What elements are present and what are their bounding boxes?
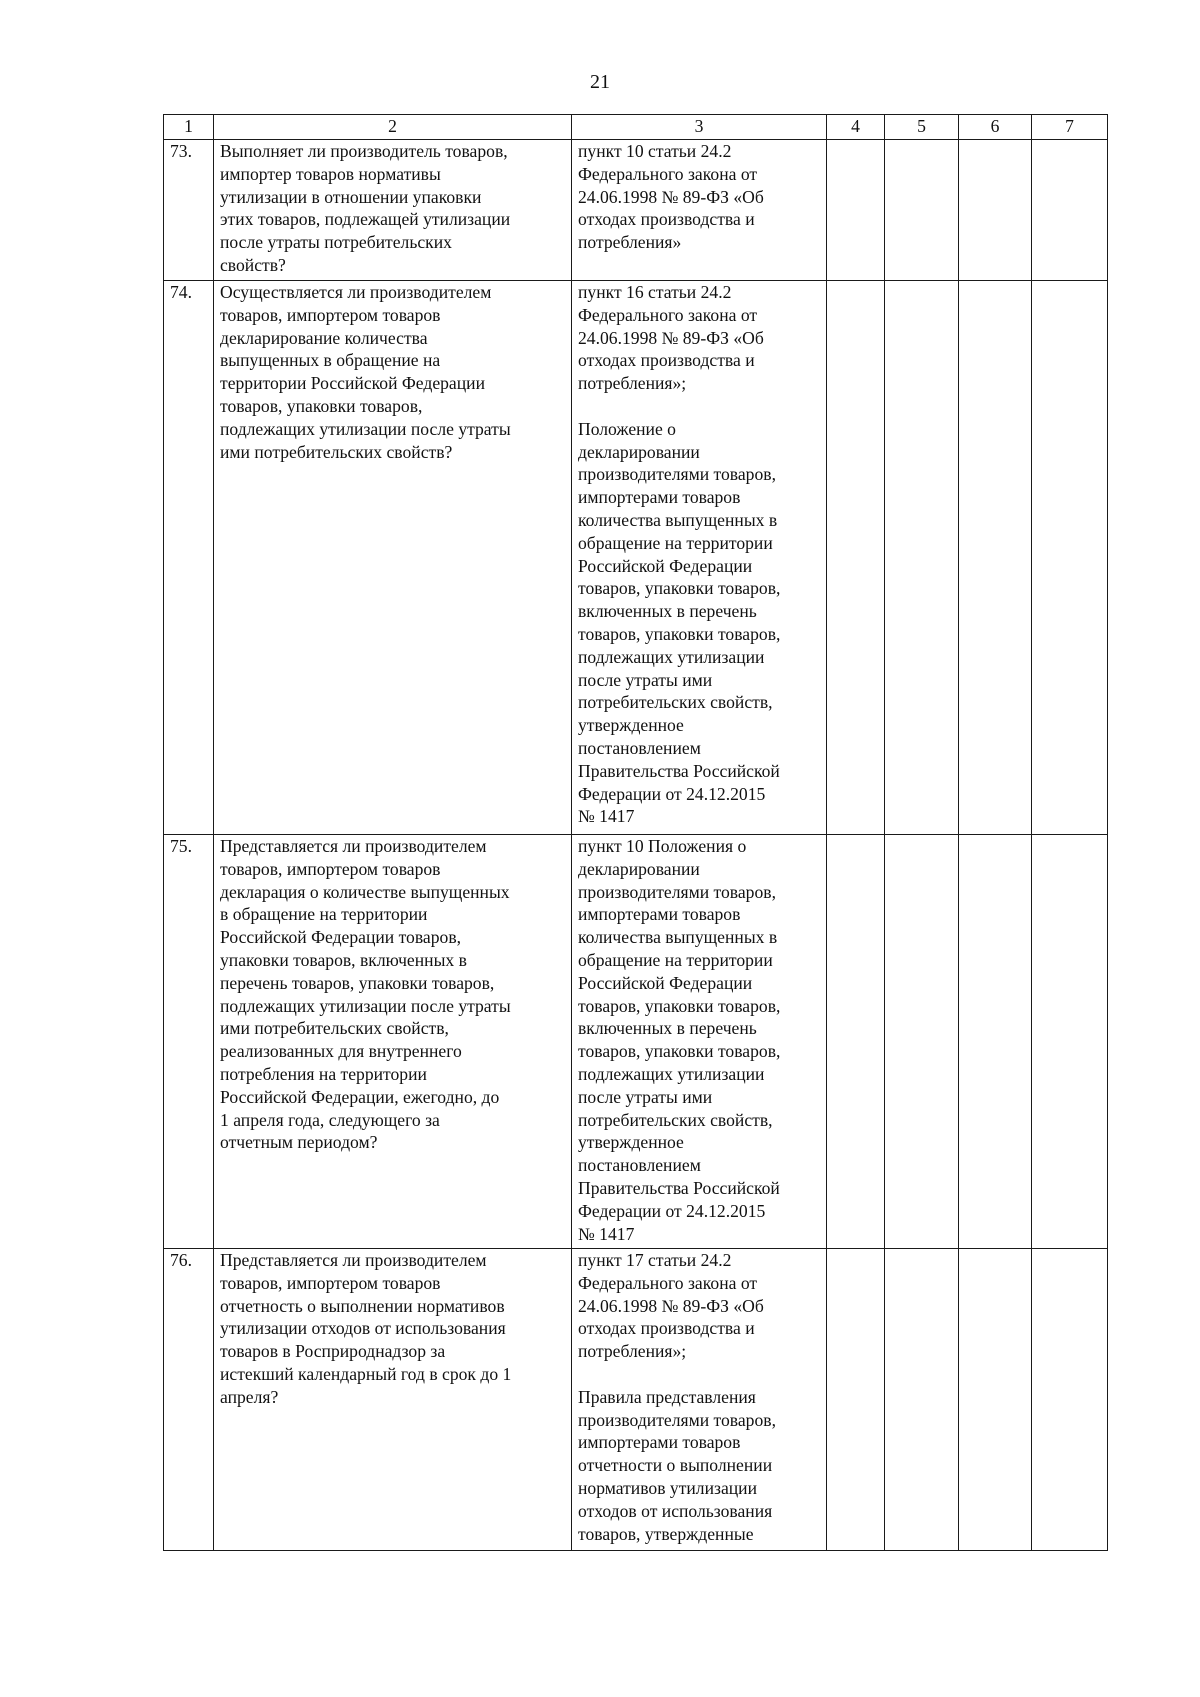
column-header-2: 2 bbox=[214, 115, 572, 140]
table-row bbox=[164, 1249, 1108, 1551]
answer-cell-not-applicable[interactable] bbox=[959, 281, 1032, 835]
note-cell[interactable] bbox=[1032, 835, 1108, 1249]
question-text: Выполняет ли производитель товаров, импортер товаров нормативы утилизации в отношении упаковки этих товаров, подлежащей утилизации после утраты потребительских свойств? bbox=[214, 140, 572, 281]
note-cell[interactable] bbox=[1032, 281, 1108, 835]
question-text: Представляется ли производителем товаров, импортером товаров отчетность о выполнении нормативов утилизации отходов от использования товаров в Росприроднадзор за истекший календарный год в срок до 1 апреля? bbox=[214, 1249, 572, 1551]
checklist-table bbox=[163, 114, 1108, 1551]
answer-cell-yes[interactable] bbox=[827, 281, 885, 835]
answer-cell-not-applicable[interactable] bbox=[959, 835, 1032, 1249]
column-header-5: 5 bbox=[885, 115, 959, 140]
row-number: 73. bbox=[164, 140, 214, 281]
table-header bbox=[164, 115, 1108, 140]
answer-cell-no[interactable] bbox=[885, 281, 959, 835]
question-text: Осуществляется ли производителем товаров, импортером товаров декларирование количества выпущенных в обращение на территории Российской Федерации товаров, упаковки товаров, подлежащих утилизации после утраты ими потребительских свойств? bbox=[214, 281, 572, 835]
column-header-3: 3 bbox=[572, 115, 827, 140]
row-number: 75. bbox=[164, 835, 214, 1249]
table-row bbox=[164, 281, 1108, 835]
note-cell[interactable] bbox=[1032, 140, 1108, 281]
answer-cell-yes[interactable] bbox=[827, 835, 885, 1249]
answer-cell-not-applicable[interactable] bbox=[959, 140, 1032, 281]
answer-cell-not-applicable[interactable] bbox=[959, 1249, 1032, 1551]
note-cell[interactable] bbox=[1032, 1249, 1108, 1551]
header-row bbox=[164, 115, 1108, 140]
table-row bbox=[164, 140, 1108, 281]
legal-reference: пункт 10 статьи 24.2 Федерального закона от 24.06.1998 № 89-ФЗ «Об отходах производства и потребления» bbox=[572, 140, 827, 281]
column-header-4: 4 bbox=[827, 115, 885, 140]
question-text: Представляется ли производителем товаров, импортером товаров декларация о количестве выпущенных в обращение на территории Российской Федерации товаров, упаковки товаров, включенных в перечень товаров, упаковки товаров, подлежащих утилизации после утраты ими потребительских свойств, реализованных для внутреннего потребления на территории Российской Федерации, ежегодно, до 1 апреля года, следующего за отчетным периодом? bbox=[214, 835, 572, 1249]
answer-cell-no[interactable] bbox=[885, 1249, 959, 1551]
legal-reference: пункт 10 Положения о декларировании производителями товаров, импортерами товаров количества выпущенных в обращение на территории Российской Федерации товаров, упаковки товаров, включенных в перечень товаров, упаковки товаров, подлежащих утилизации после утраты ими потребительских свойств, утвержденное постановлением Правительства Российской Федерации от 24.12.2015 № 1417 bbox=[572, 835, 827, 1249]
answer-cell-no[interactable] bbox=[885, 835, 959, 1249]
answer-cell-yes[interactable] bbox=[827, 140, 885, 281]
row-number: 76. bbox=[164, 1249, 214, 1551]
row-number: 74. bbox=[164, 281, 214, 835]
table-row bbox=[164, 835, 1108, 1249]
answer-cell-no[interactable] bbox=[885, 140, 959, 281]
column-header-6: 6 bbox=[959, 115, 1032, 140]
answer-cell-yes[interactable] bbox=[827, 1249, 885, 1551]
legal-reference: пункт 16 статьи 24.2 Федерального закона от 24.06.1998 № 89-ФЗ «Об отходах производства и потребления»; Положение о декларировании производителями товаров, импортерами товаров количества выпущенных в обращение на территории Российской Федерации товаров, упаковки товаров, включенных в перечень товаров, упаковки товаров, подлежащих утилизации после утраты ими потребительских свойств, утвержденное постановлением Правительства Российской Федерации от 24.12.2015 № 1417 bbox=[572, 281, 827, 835]
column-header-7: 7 bbox=[1032, 115, 1108, 140]
legal-reference: пункт 17 статьи 24.2 Федерального закона от 24.06.1998 № 89-ФЗ «Об отходах производства и потребления»; Правила представления производителями товаров, импортерами товаров отчетности о выполнении нормативов утилизации отходов от использования товаров, утвержденные bbox=[572, 1249, 827, 1551]
column-header-1: 1 bbox=[164, 115, 214, 140]
table-body bbox=[164, 140, 1108, 1551]
page-number: 21 bbox=[590, 71, 610, 93]
